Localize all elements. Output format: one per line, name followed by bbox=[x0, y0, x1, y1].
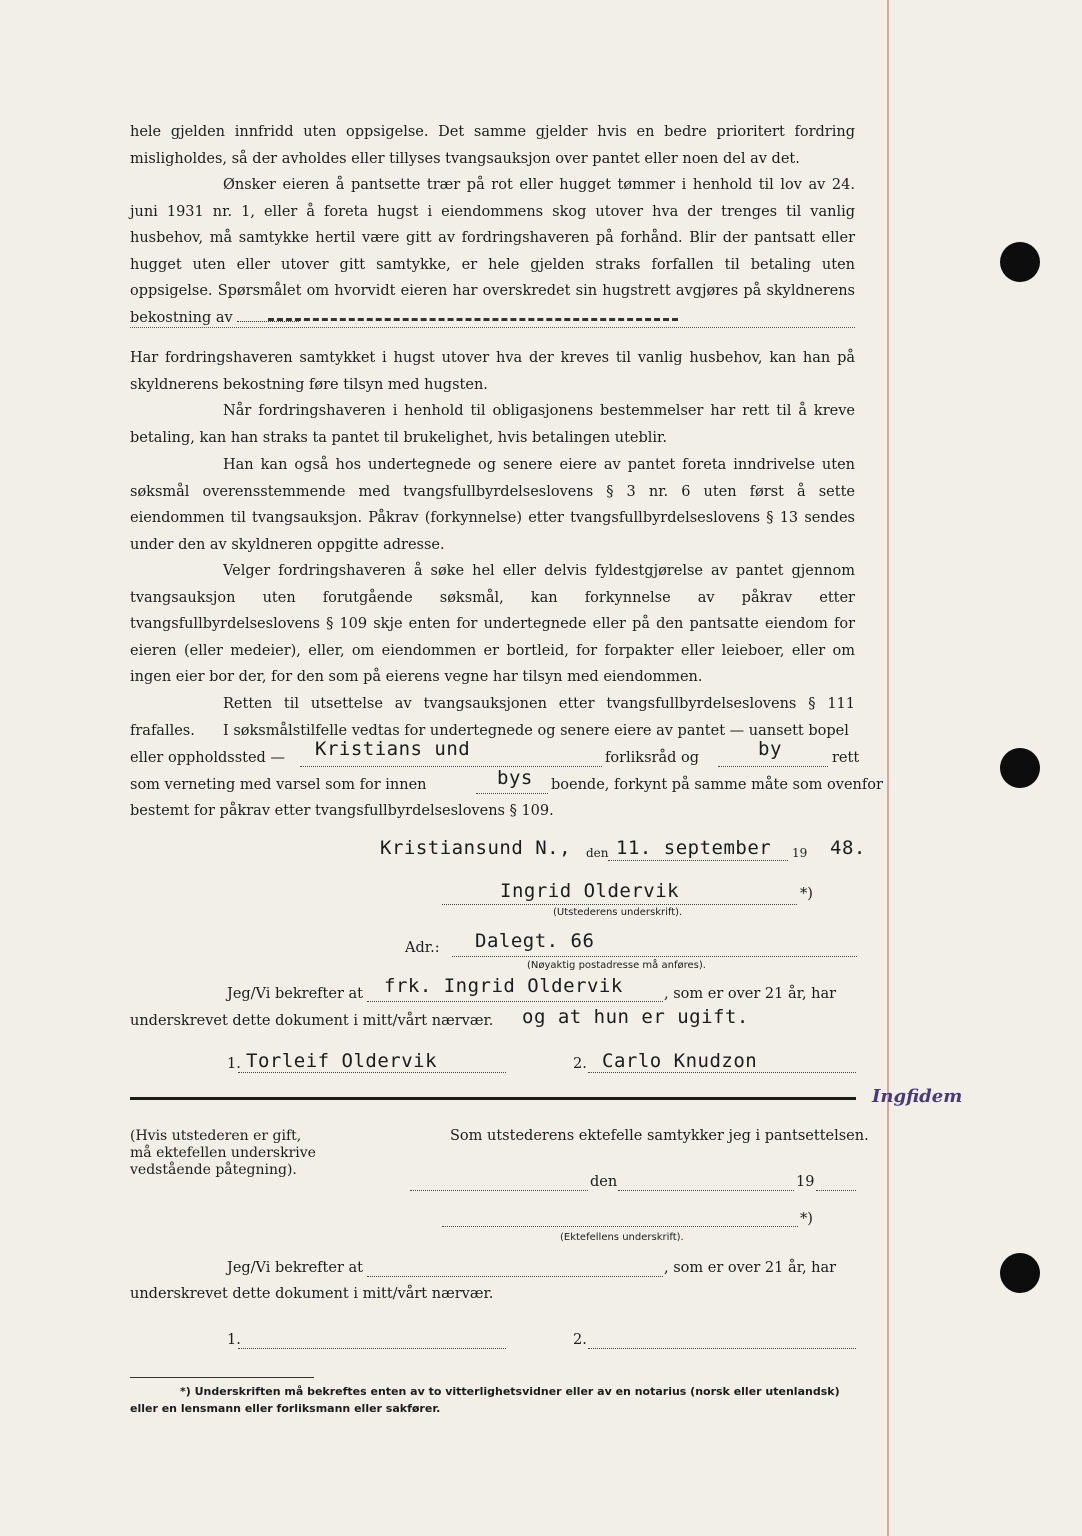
witness-1-line bbox=[238, 1072, 506, 1073]
date-den: den bbox=[586, 846, 609, 860]
spouse-date-line bbox=[618, 1190, 794, 1191]
spouse-witness-number-1: 1. bbox=[227, 1332, 241, 1348]
spouse-confirm-line2: underskrevet dette dokument i mitt/vårt nærvær. bbox=[130, 1286, 494, 1302]
paragraph-usage: Når fordringshaveren i henhold til obligasjonens bestemmelser har rett til å kreve betaling, kan han straks ta pantet til brukelighet, hvis betalingen uteblir. bbox=[130, 403, 855, 446]
spouse-den: den bbox=[590, 1174, 618, 1190]
venue-suffix: rett bbox=[832, 750, 860, 766]
witness-prefix: Jeg/Vi bekrefter at bbox=[227, 986, 363, 1002]
address-line bbox=[452, 956, 857, 957]
venue-line3: bestemt for påkrav etter tvangsfullbyrdelseslovens § 109. bbox=[130, 803, 554, 819]
spouse-confirm-line bbox=[367, 1276, 663, 1277]
footnote: *) Underskriften må bekreftes enten av to vitterlighetsvidner eller av en notarius (norsk eller utenlandsk) eller en lensmann eller forliksmann eller sakfører. bbox=[130, 1385, 840, 1415]
typed-dash-line bbox=[268, 318, 678, 321]
paragraph-postponement: Retten til utsettelse av tvangsauksjonen etter tvangsfullbyrdelseslovens § 111 frafalles. bbox=[130, 696, 855, 739]
punch-hole bbox=[1000, 242, 1040, 282]
spouse-witness-1-line bbox=[238, 1348, 506, 1349]
venue-court: by bbox=[758, 738, 782, 760]
spouse-witness-number-2: 2. bbox=[573, 1332, 587, 1348]
venue-line2-suffix: boende, forkynt på samme måte som ovenfor bbox=[551, 777, 883, 793]
venue-place-line bbox=[300, 766, 602, 767]
venue-line2-fill: bys bbox=[497, 767, 533, 789]
dotted-line bbox=[130, 327, 855, 328]
punch-hole bbox=[1000, 1253, 1040, 1293]
address-label: Adr.: bbox=[405, 940, 440, 956]
paragraph-timber-text: Ønsker eieren å pantsette trær på rot eller hugget tømmer i henhold til lov av 24. juni 1931 nr. 1, eller å foreta hugst i eiendommens skog utover hva der trenges til vanlig husbehov, må samtykke hertil være gitt av fordringshaveren på forhånd. Blir der pantsatt eller hugget uten eller utover gitt samtykke, er hele gjelden straks forfallen til betaling uten oppsigelse. Spørsmålet om hvorvidt eieren har overskredet sin hugstrett avgjøres på skyldnerens bekostning av bbox=[130, 177, 855, 326]
margin-line bbox=[887, 0, 889, 1536]
witness-2-line bbox=[588, 1072, 856, 1073]
venue-prefix: eller oppholdssted — bbox=[130, 750, 285, 766]
spouse-confirm-suffix: , som er over 21 år, har bbox=[664, 1260, 837, 1276]
witness-number-1: 1. bbox=[227, 1056, 241, 1072]
spouse-note: (Hvis utstederen er gift, må ektefellen underskrive vedstående påtegning). bbox=[130, 1128, 316, 1178]
venue-line2-field bbox=[476, 793, 548, 794]
spouse-consent: Som utstederens ektefelle samtykker jeg i pantsettelsen. bbox=[450, 1128, 869, 1144]
address-caption: (Nøyaktig postadresse må anføres). bbox=[527, 960, 706, 971]
venue-place: Kristians und bbox=[315, 738, 471, 760]
spouse-witness-2-line bbox=[588, 1348, 856, 1349]
issuer-signature-line bbox=[442, 904, 797, 905]
date-19: 19 bbox=[792, 846, 808, 860]
spouse-year-line bbox=[816, 1190, 856, 1191]
paragraph-supervision: Har fordringshaveren samtykket i hugst utover hva der kreves til vanlig husbehov, kan han på skyldnerens bekostning føre tilsyn med hugsten. bbox=[130, 350, 855, 393]
date-place: Kristiansund N., bbox=[380, 837, 572, 859]
spouse-signature-line bbox=[442, 1226, 798, 1227]
spouse-19: 19 bbox=[796, 1174, 815, 1190]
paragraph-collection: Han kan også hos undertegnede og senere eiere av pantet foreta inndrivelse uten søksmål overensstemmende med tvangsfullbyrdelseslovens § 3 nr. 6 uten først å sette eiendommen til tvangsauksjon. Påkrav (forkynnelse) etter tvangsfullbyrdelseslovens § 13 sendes under den av skyldneren oppgitte adresse. bbox=[130, 457, 855, 553]
witness-1-name: Torleif Oldervik bbox=[246, 1050, 438, 1072]
spouse-place-line bbox=[410, 1190, 588, 1191]
witness-addition: og at hun er ugift. bbox=[522, 1006, 749, 1028]
issuer-star: *) bbox=[800, 886, 813, 902]
witness-line2: underskrevet dette dokument i mitt/vårt nærvær. bbox=[130, 1013, 494, 1029]
witness-name: frk. Ingrid Oldervik bbox=[384, 975, 623, 997]
punch-hole bbox=[1000, 748, 1040, 788]
date-value: 11. september bbox=[616, 837, 772, 859]
footnote-rule bbox=[130, 1377, 314, 1378]
venue-court-line bbox=[718, 766, 828, 767]
paragraph-default: hele gjelden innfridd uten oppsigelse. Det samme gjelder hvis en bedre prioritert fordring misligholdes, så der avholdes eller tillyses tvangsauksjon over pantet eller noen del av det. bbox=[130, 124, 855, 167]
date-year: 48. bbox=[830, 837, 866, 859]
venue-mid: forliksråd og bbox=[605, 750, 700, 766]
spouse-star: *) bbox=[800, 1211, 813, 1227]
paragraph-auction: Velger fordringshaveren å søke hel eller delvis fyldestgjørelse av pantet gjennom tvangsauksjon uten forutgående søksmål, kan forkynnelse av påkrav etter tvangsfullbyrdelseslovens § 109 skje enten for undertegnede eller på den pantsatte eiendom for eieren (eller medeier), eller, om eiendommen er bortleid, for forpakter eller leieboer, eller om ingen eier bor der, for den som på eierens vegne har tilsyn med eiendommen. bbox=[130, 563, 855, 685]
witness-name-line bbox=[367, 1001, 663, 1002]
paragraph-timber bbox=[130, 172, 855, 331]
margin-handwriting: Ingfidem bbox=[872, 1086, 963, 1107]
spouse-caption: (Ektefellens underskrift). bbox=[560, 1232, 684, 1243]
witness-number-2: 2. bbox=[573, 1056, 587, 1072]
address-value: Dalegt. 66 bbox=[475, 930, 595, 952]
witness-2-name: Carlo Knudzon bbox=[602, 1050, 758, 1072]
section-rule bbox=[130, 1097, 856, 1100]
issuer-caption: (Utstederens underskrift). bbox=[553, 907, 683, 918]
venue-line2-prefix: som verneting med varsel som for innen bbox=[130, 777, 427, 793]
date-field-line bbox=[608, 860, 788, 861]
spouse-confirm-prefix: Jeg/Vi bekrefter at bbox=[227, 1260, 363, 1276]
issuer-signature: Ingrid Oldervik bbox=[500, 880, 680, 902]
paragraph-venue: I søksmålstilfelle vedtas for undertegnede og senere eiere av pantet — uansett bopel bbox=[223, 723, 849, 739]
witness-suffix: , som er over 21 år, har bbox=[664, 986, 837, 1002]
